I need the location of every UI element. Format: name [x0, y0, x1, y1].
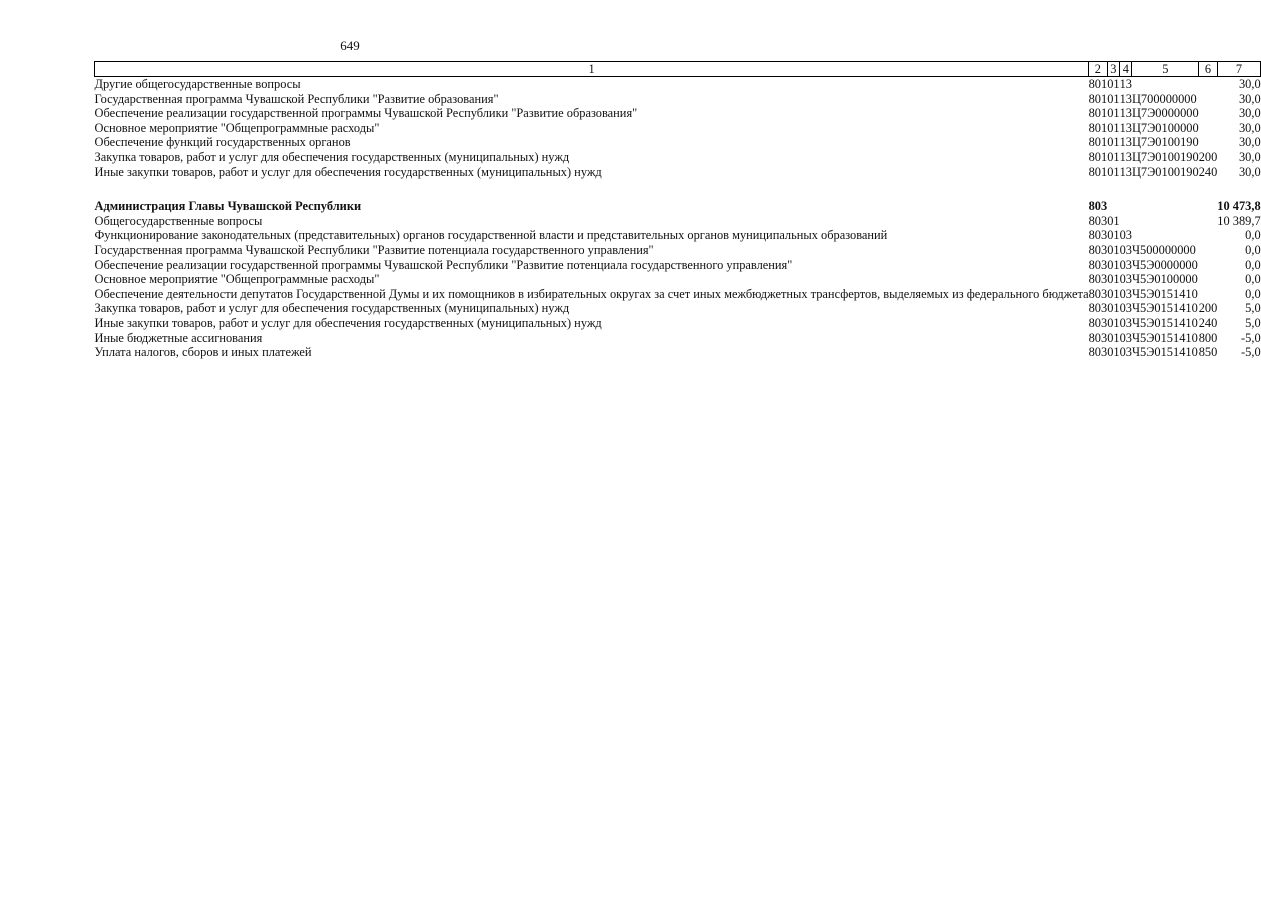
row-sum-cell: 0,0 — [1245, 272, 1261, 287]
col-header-ved: 2 — [1089, 62, 1108, 77]
row-csr-cell — [1132, 199, 1199, 214]
row-ved-cell: 801 — [1088, 164, 1108, 179]
row-name-cell: Обеспечение реализации государственной программы Чувашской Республики "Развитие потенциала государственного управления" — [94, 257, 793, 272]
row-rz-cell: 01 — [1107, 228, 1120, 243]
row-csr-cell — [1132, 214, 1199, 229]
table-row — [95, 331, 1261, 346]
row-sum-cell: 5,0 — [1245, 301, 1261, 316]
row-vr-cell — [1199, 243, 1218, 258]
row-vr-cell: 800 — [1198, 330, 1218, 345]
table-spacer-row — [95, 179, 1261, 199]
table-row — [95, 243, 1261, 258]
row-ved-cell: 803 — [1088, 199, 1108, 214]
page-number: 649 — [340, 38, 360, 53]
row-name-cell: Обеспечение функций государственных органов — [94, 135, 351, 150]
row-sum-cell: -5,0 — [1241, 345, 1261, 360]
table-row — [95, 228, 1261, 243]
row-rz-cell: 01 — [1107, 242, 1120, 257]
row-ved-cell: 801 — [1088, 106, 1108, 121]
table-row — [95, 77, 1261, 92]
row-pr-cell: 03 — [1119, 272, 1132, 287]
row-rz-cell: 01 — [1107, 120, 1120, 135]
row-vr-cell: 850 — [1198, 345, 1218, 360]
row-vr-cell — [1199, 228, 1218, 243]
row-vr-cell: 240 — [1198, 315, 1218, 330]
row-csr-cell: Ц7Э0100190 — [1131, 164, 1199, 179]
row-pr-cell: 03 — [1119, 301, 1132, 316]
row-sum-cell: 0,0 — [1245, 257, 1261, 272]
row-vr-cell — [1199, 92, 1218, 107]
row-name-cell: Уплата налогов, сборов и иных платежей — [94, 345, 312, 360]
row-ved-cell: 801 — [1088, 120, 1108, 135]
row-csr-cell: Ч5Э0151410 — [1131, 286, 1198, 301]
table-row — [95, 199, 1261, 214]
row-ved-cell: 803 — [1088, 286, 1108, 301]
row-vr-cell: 200 — [1198, 301, 1218, 316]
row-pr-cell: 03 — [1119, 345, 1132, 360]
row-csr-cell — [1132, 228, 1199, 243]
row-sum-cell: 0,0 — [1245, 228, 1261, 243]
row-rz-cell: 01 — [1107, 257, 1120, 272]
row-ved-cell: 801 — [1088, 149, 1108, 164]
row-ved-cell: 803 — [1088, 315, 1108, 330]
row-sum-cell: 30,0 — [1238, 135, 1261, 150]
row-pr-cell: 03 — [1119, 257, 1132, 272]
col-header-rz: 3 — [1107, 62, 1119, 77]
row-sum-cell: 10 389,7 — [1217, 213, 1261, 228]
row-name-cell: Основное мероприятие "Общепрограммные расходы" — [94, 272, 380, 287]
row-csr-cell: Ц7Э0100190 — [1131, 149, 1199, 164]
row-rz-cell: 01 — [1107, 286, 1120, 301]
row-sum-cell: 10 473,8 — [1217, 199, 1261, 214]
row-csr-cell: Ч500000000 — [1131, 242, 1196, 257]
row-vr-cell — [1199, 199, 1218, 214]
table-header-row — [95, 62, 1261, 77]
row-ved-cell: 803 — [1088, 345, 1108, 360]
table-row — [95, 92, 1261, 107]
table-row — [95, 316, 1261, 331]
row-csr-cell: Ч5Э0000000 — [1131, 257, 1198, 272]
row-rz-cell: 01 — [1107, 77, 1120, 91]
row-sum-cell: 30,0 — [1238, 120, 1261, 135]
row-pr-cell: 13 — [1119, 77, 1132, 91]
row-sum-cell: 30,0 — [1238, 164, 1261, 179]
row-name-cell: Другие общегосударственные вопросы — [94, 77, 301, 91]
row-vr-cell — [1199, 287, 1218, 302]
row-pr-cell: 13 — [1119, 91, 1132, 106]
row-ved-cell: 803 — [1088, 272, 1108, 287]
row-rz-cell: 01 — [1107, 330, 1120, 345]
table-row — [95, 121, 1261, 136]
row-rz-cell: 01 — [1107, 135, 1120, 150]
row-ved-cell: 803 — [1088, 213, 1108, 228]
row-pr-cell — [1120, 214, 1132, 229]
row-csr-cell: Ч5Э0100000 — [1131, 272, 1198, 287]
row-vr-cell — [1199, 272, 1218, 287]
col-header-name: 1 — [95, 62, 1089, 77]
row-rz-cell: 01 — [1107, 149, 1120, 164]
col-header-sum: 7 — [1217, 62, 1260, 77]
row-name-cell: Государственная программа Чувашской Республики "Развитие образования" — [94, 91, 499, 106]
row-name-cell: Государственная программа Чувашской Республики "Развитие потенциала государственного управления" — [94, 242, 654, 257]
spacer-cell — [95, 179, 1261, 199]
row-sum-cell: 30,0 — [1238, 77, 1261, 91]
table-row — [95, 106, 1261, 121]
table-row — [95, 345, 1261, 360]
row-csr-cell: Ц7Э0100190 — [1131, 135, 1199, 150]
row-csr-cell: Ч5Э0151410 — [1131, 345, 1198, 360]
row-vr-cell — [1199, 258, 1218, 273]
row-rz-cell: 01 — [1107, 164, 1120, 179]
row-name-cell: Иные закупки товаров, работ и услуг для обеспечения государственных (муниципальных) нужд — [94, 315, 602, 330]
row-vr-cell: 240 — [1198, 164, 1218, 179]
row-csr-cell: Ц7Э0100000 — [1131, 120, 1199, 135]
row-pr-cell: 13 — [1119, 164, 1132, 179]
row-name-cell: Закупка товаров, работ и услуг для обеспечения государственных (муниципальных) нужд — [94, 149, 570, 164]
row-ved-cell: 803 — [1088, 242, 1108, 257]
row-sum-cell: 0,0 — [1245, 242, 1261, 257]
row-name-cell: Общегосударственные вопросы — [94, 213, 263, 228]
row-sum-cell: 0,0 — [1245, 286, 1261, 301]
row-rz-cell: 01 — [1107, 213, 1120, 228]
row-rz-cell: 01 — [1107, 272, 1120, 287]
row-pr-cell: 03 — [1119, 228, 1132, 243]
row-sum-cell: 30,0 — [1238, 91, 1261, 106]
row-ved-cell: 803 — [1088, 257, 1108, 272]
table-row — [95, 135, 1261, 150]
table-row — [95, 272, 1261, 287]
row-csr-cell: Ч5Э0151410 — [1131, 301, 1198, 316]
row-name-cell: Обеспечение реализации государственной программы Чувашской Республики "Развитие образования" — [94, 106, 638, 121]
row-pr-cell: 03 — [1119, 242, 1132, 257]
row-sum-cell: 30,0 — [1238, 149, 1261, 164]
row-csr-cell — [1132, 77, 1199, 92]
row-rz-cell: 01 — [1107, 91, 1120, 106]
row-vr-cell — [1199, 121, 1218, 136]
row-pr-cell: 13 — [1119, 120, 1132, 135]
row-rz-cell: 01 — [1107, 345, 1120, 360]
row-name-cell: Основное мероприятие "Общепрограммные расходы" — [94, 120, 380, 135]
row-sum-cell: 30,0 — [1238, 106, 1261, 121]
row-ved-cell: 801 — [1088, 77, 1108, 91]
row-name-cell: Иные бюджетные ассигнования — [94, 330, 263, 345]
row-rz-cell — [1107, 199, 1119, 214]
col-header-csr: 5 — [1132, 62, 1199, 77]
row-csr-cell: Ц700000000 — [1131, 91, 1197, 106]
row-ved-cell: 803 — [1088, 330, 1108, 345]
row-name-cell: Иные закупки товаров, работ и услуг для обеспечения государственных (муниципальных) нужд — [94, 164, 602, 179]
table-row — [95, 287, 1261, 302]
row-csr-cell: Ч5Э0151410 — [1131, 315, 1198, 330]
table-row — [95, 301, 1261, 316]
row-sum-cell: -5,0 — [1241, 330, 1261, 345]
row-pr-cell: 03 — [1119, 315, 1132, 330]
budget-table — [94, 61, 1261, 360]
row-pr-cell: 03 — [1119, 330, 1132, 345]
col-header-pr: 4 — [1120, 62, 1132, 77]
row-pr-cell — [1120, 199, 1132, 214]
table-row — [95, 258, 1261, 273]
row-ved-cell: 801 — [1088, 91, 1108, 106]
row-ved-cell: 803 — [1088, 301, 1108, 316]
table-row — [95, 165, 1261, 180]
row-name-cell: Закупка товаров, работ и услуг для обеспечения государственных (муниципальных) нужд — [94, 301, 570, 316]
row-vr-cell: 200 — [1198, 149, 1218, 164]
row-pr-cell: 03 — [1119, 286, 1132, 301]
row-rz-cell: 01 — [1107, 315, 1120, 330]
table-body — [95, 77, 1261, 360]
row-rz-cell: 01 — [1107, 301, 1120, 316]
row-csr-cell: Ч5Э0151410 — [1131, 330, 1198, 345]
row-name-cell: Администрация Главы Чувашской Республики — [94, 199, 362, 214]
row-rz-cell: 01 — [1107, 106, 1120, 121]
row-pr-cell: 13 — [1119, 106, 1132, 121]
row-sum-cell: 5,0 — [1245, 315, 1261, 330]
row-vr-cell — [1199, 214, 1218, 229]
row-ved-cell: 803 — [1088, 228, 1108, 243]
row-vr-cell — [1199, 135, 1218, 150]
row-pr-cell: 13 — [1119, 135, 1132, 150]
row-name-cell: Функционирование законодательных (представительных) органов государственной власти и представительных органов муниципальных образований — [94, 228, 888, 243]
col-header-vr: 6 — [1199, 62, 1218, 77]
table-row — [95, 214, 1261, 229]
row-vr-cell — [1199, 106, 1218, 121]
row-ved-cell: 801 — [1088, 135, 1108, 150]
row-csr-cell: Ц7Э0000000 — [1131, 106, 1199, 121]
row-name-cell: Обеспечение деятельности депутатов Государственной Думы и их помощников в избирательных округах за счет иных межбюджетных трансфертов, выделяемых из федерального бюджета — [94, 286, 1089, 301]
row-pr-cell: 13 — [1119, 149, 1132, 164]
table-row — [95, 150, 1261, 165]
row-vr-cell — [1199, 77, 1218, 92]
